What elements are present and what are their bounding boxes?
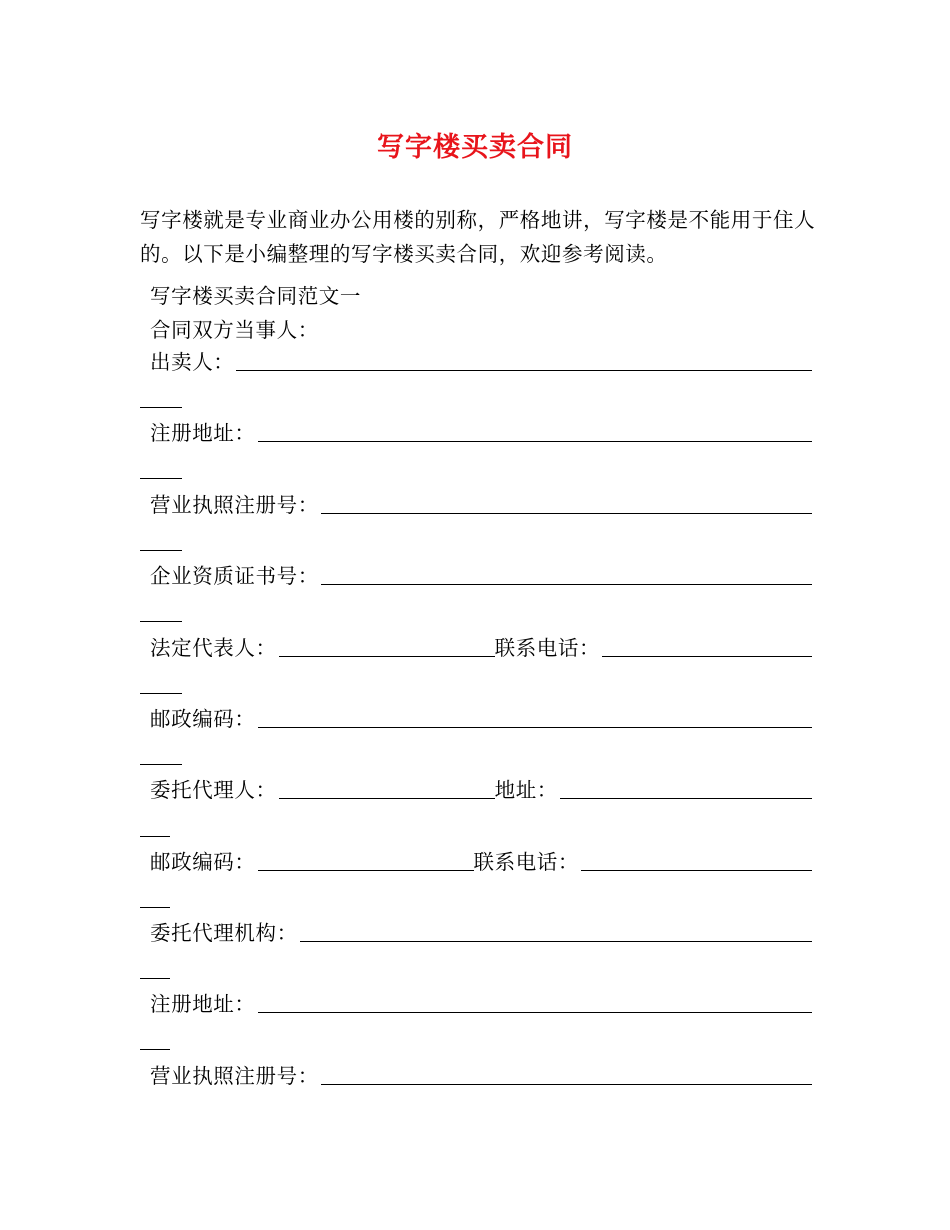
fill-blank[interactable] <box>258 870 474 871</box>
fill-blank-continuation <box>140 621 182 622</box>
fill-blank-continuation <box>140 550 182 551</box>
fill-blank[interactable] <box>560 798 812 799</box>
field-legal-rep-phone <box>150 634 812 662</box>
field-label: 委托代理人： <box>150 778 277 802</box>
field-label: 法定代表人： <box>150 636 277 660</box>
fill-blank-continuation <box>140 764 182 765</box>
fill-blank[interactable] <box>321 584 812 585</box>
field-seller <box>150 348 812 376</box>
field-label: 营业执照注册号： <box>150 1064 319 1088</box>
fill-blank[interactable] <box>321 1084 812 1085</box>
fill-blank-continuation <box>140 978 170 979</box>
field-label-secondary: 联系电话： <box>473 850 579 874</box>
parties-heading: 合同双方当事人： <box>150 318 319 342</box>
field-agency-business-license-no <box>150 1062 812 1090</box>
fill-blank[interactable] <box>602 656 812 657</box>
fill-blank[interactable] <box>258 727 813 728</box>
field-qualification-cert-no <box>150 562 812 590</box>
field-label-secondary: 联系电话： <box>494 636 601 660</box>
fill-blank-continuation <box>140 693 182 694</box>
field-label: 注册地址： <box>150 992 256 1016</box>
fill-blank[interactable] <box>321 513 812 514</box>
field-postal-code-phone <box>150 848 812 876</box>
field-label: 出卖人： <box>150 350 235 374</box>
fill-blank[interactable] <box>236 370 812 371</box>
field-agency-registered-address <box>150 990 812 1018</box>
fill-blank-continuation <box>140 478 182 479</box>
field-business-license-no <box>150 491 812 519</box>
fill-blank-continuation <box>140 407 182 408</box>
fill-blank[interactable] <box>258 441 813 442</box>
field-label: 注册地址： <box>150 421 256 445</box>
field-postal-code <box>150 705 812 733</box>
fill-blank[interactable] <box>279 798 495 799</box>
fill-blank[interactable] <box>279 656 495 657</box>
fill-blank[interactable] <box>300 941 812 942</box>
field-label: 企业资质证书号： <box>150 564 319 588</box>
field-agent-address <box>150 776 812 804</box>
field-registered-address <box>150 419 812 447</box>
intro-paragraph: 写字楼就是专业商业办公用楼的别称，严格地讲，写字楼是不能用于住人的。以下是小编整理的写字楼买卖合同，欢迎参考阅读。 <box>140 208 816 266</box>
fill-blank-continuation <box>140 836 170 837</box>
fill-blank-continuation <box>140 907 170 908</box>
field-label-secondary: 地址： <box>494 778 558 802</box>
field-agency <box>150 919 812 947</box>
fill-blank-continuation <box>140 1049 170 1050</box>
document-title: 写字楼买卖合同 <box>377 132 573 163</box>
field-label: 邮政编码： <box>150 850 256 874</box>
field-label: 营业执照注册号： <box>150 493 319 517</box>
field-label: 委托代理机构： <box>150 921 298 945</box>
fill-blank[interactable] <box>581 870 812 871</box>
field-label: 邮政编码： <box>150 707 256 731</box>
section-heading: 写字楼买卖合同范文一 <box>150 284 361 308</box>
fill-blank[interactable] <box>258 1012 813 1013</box>
